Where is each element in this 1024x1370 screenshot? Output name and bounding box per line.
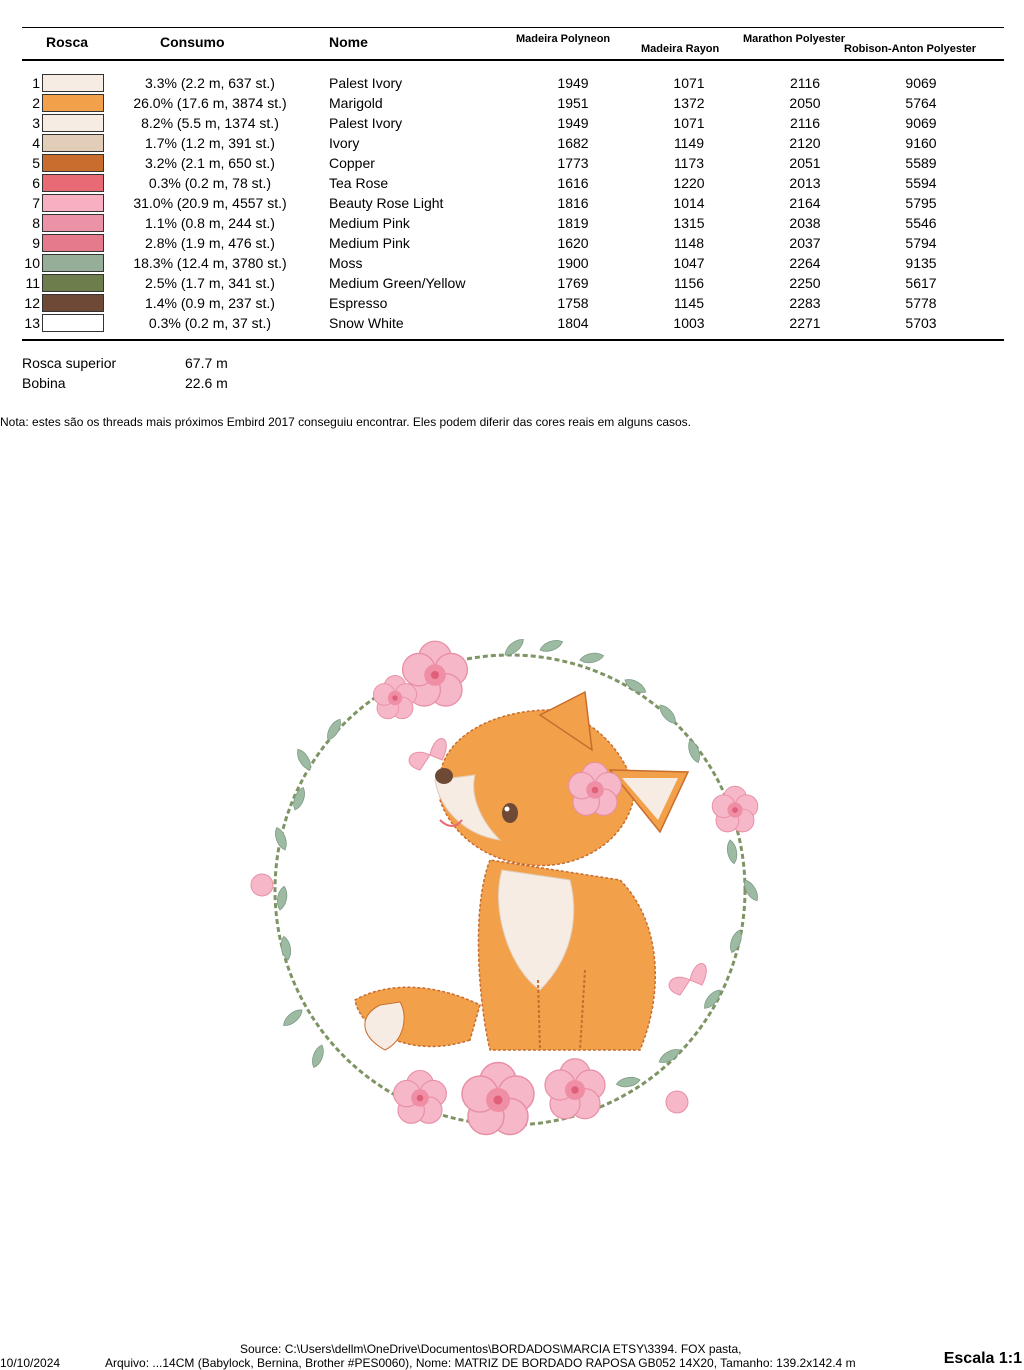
consumption: 31.0% (20.9 m, 4557 st.): [133, 195, 287, 211]
thread-name: Medium Pink: [329, 235, 410, 251]
madeira-rayon-code: 1071: [673, 75, 705, 91]
row-number: 12: [24, 295, 40, 311]
madeira-polyneon-code: 1819: [557, 215, 589, 231]
row-number: 11: [25, 275, 40, 291]
table-top-rule: [22, 27, 1004, 28]
marathon-code: 2116: [789, 75, 821, 91]
footer-date: 10/10/2024: [0, 1356, 61, 1370]
marathon-code: 2271: [789, 315, 821, 331]
color-swatch: [42, 314, 104, 332]
row-number: 5: [32, 155, 40, 171]
top-thread-value: 67.7 m: [185, 355, 228, 371]
consumption: 2.5% (1.7 m, 341 st.): [145, 275, 275, 291]
table-row: [0, 72, 1024, 92]
table-row: [0, 192, 1024, 212]
header-nome: Nome: [329, 34, 368, 50]
robison-anton-code: 5546: [905, 215, 937, 231]
madeira-polyneon-code: 1949: [557, 115, 589, 131]
row-number: 13: [24, 315, 40, 331]
thread-name: Espresso: [329, 295, 388, 311]
header-robison-anton-polyester: Robison-Anton Polyester: [844, 43, 977, 55]
table-bottom-rule: [22, 339, 1004, 341]
table-row: [0, 172, 1024, 192]
madeira-rayon-code: 1315: [673, 215, 705, 231]
marathon-code: 2013: [789, 175, 821, 191]
madeira-rayon-code: 1149: [673, 135, 705, 151]
robison-anton-code: 5764: [905, 95, 937, 111]
footer-source: Source: C:\Users\dellm\OneDrive\Documentos\BORDADOS\MARCIA ETSY\3394. FOX pasta,: [240, 1342, 742, 1356]
madeira-polyneon-code: 1949: [557, 75, 589, 91]
color-swatch: [42, 154, 104, 172]
row-number: 4: [32, 135, 40, 151]
marathon-code: 2264: [789, 255, 821, 271]
madeira-rayon-code: 1014: [673, 195, 705, 211]
madeira-polyneon-code: 1804: [557, 315, 589, 331]
thread-name: Marigold: [329, 95, 383, 111]
color-swatch: [42, 254, 104, 272]
madeira-rayon-code: 1173: [673, 155, 705, 171]
row-number: 10: [24, 255, 40, 271]
consumption: 0.3% (0.2 m, 78 st.): [148, 175, 272, 191]
color-swatch: [42, 94, 104, 112]
robison-anton-code: 9160: [905, 135, 937, 151]
row-number: 9: [32, 235, 40, 251]
top-thread-label: Rosca superior: [22, 355, 117, 371]
consumption: 1.7% (1.2 m, 391 st.): [145, 135, 275, 151]
madeira-rayon-code: 1047: [673, 255, 705, 271]
madeira-polyneon-code: 1769: [557, 275, 589, 291]
thread-name: Beauty Rose Light: [329, 195, 444, 211]
color-swatch: [42, 114, 104, 132]
robison-anton-code: 5594: [905, 175, 937, 191]
table-row: [0, 132, 1024, 152]
embroidery-design-preview: [240, 610, 780, 1170]
scale-label: Escala 1:1: [943, 1350, 1022, 1367]
header-rosca: Rosca: [46, 34, 89, 50]
robison-anton-code: 5617: [905, 275, 937, 291]
madeira-polyneon-code: 1616: [557, 175, 589, 191]
butterfly-icon: [409, 739, 446, 770]
row-number: 2: [32, 95, 40, 111]
table-header-rule: [22, 59, 1004, 61]
madeira-polyneon-code: 1900: [557, 255, 589, 271]
consumption: 0.3% (0.2 m, 37 st.): [148, 315, 272, 331]
marathon-code: 2164: [789, 195, 821, 211]
thread-name: Tea Rose: [329, 175, 389, 191]
table-row: [0, 212, 1024, 232]
row-number: 8: [32, 215, 40, 231]
marathon-code: 2050: [789, 95, 821, 111]
madeira-polyneon-code: 1773: [557, 155, 589, 171]
color-swatch: [42, 74, 104, 92]
fox-nose: [435, 768, 453, 784]
thread-name: Moss: [329, 255, 363, 271]
madeira-rayon-code: 1372: [673, 95, 705, 111]
madeira-rayon-code: 1220: [673, 175, 705, 191]
thread-name: Palest Ivory: [329, 115, 403, 131]
marathon-code: 2051: [789, 155, 821, 171]
consumption: 1.4% (0.9 m, 237 st.): [145, 295, 275, 311]
madeira-rayon-code: 1003: [673, 315, 705, 331]
madeira-rayon-code: 1145: [673, 295, 705, 311]
butterfly-icon: [669, 964, 706, 995]
thread-name: Medium Green/Yellow: [329, 275, 466, 291]
header-madeira-rayon: Madeira Rayon: [641, 43, 720, 55]
table-row: [0, 272, 1024, 292]
table-row: [0, 252, 1024, 272]
robison-anton-code: 5794: [905, 235, 937, 251]
robison-anton-code: 9135: [905, 255, 937, 271]
table-row: [0, 292, 1024, 312]
color-swatch: [42, 174, 104, 192]
robison-anton-code: 9069: [905, 115, 937, 131]
robison-anton-code: 5703: [905, 315, 937, 331]
table-row: [0, 312, 1024, 332]
marathon-code: 2038: [789, 215, 821, 231]
consumption: 3.3% (2.2 m, 637 st.): [145, 75, 275, 91]
marathon-code: 2116: [789, 115, 821, 131]
consumption: 2.8% (1.9 m, 476 st.): [145, 235, 275, 251]
robison-anton-code: 9069: [905, 75, 937, 91]
thread-name: Copper: [329, 155, 375, 171]
marathon-code: 2037: [789, 235, 821, 251]
consumption: 18.3% (12.4 m, 3780 st.): [133, 255, 287, 271]
consumption: 26.0% (17.6 m, 3874 st.): [133, 95, 287, 111]
robison-anton-code: 5778: [905, 295, 937, 311]
color-swatch: [42, 294, 104, 312]
row-number: 3: [32, 115, 40, 131]
consumption: 1.1% (0.8 m, 244 st.): [145, 215, 275, 231]
bobbin-value: 22.6 m: [185, 375, 228, 391]
madeira-polyneon-code: 1951: [557, 95, 589, 111]
header-marathon-polyester: Marathon Polyester: [743, 33, 846, 45]
header-madeira-polyneon: Madeira Polyneon: [516, 33, 611, 45]
thread-note: Nota: estes são os threads mais próximos Embird 2017 conseguiu encontrar. Eles podem diferir das cores reais em alguns casos.: [0, 415, 692, 429]
madeira-rayon-code: 1148: [673, 235, 705, 251]
thread-name: Ivory: [329, 135, 360, 151]
row-number: 1: [32, 75, 40, 91]
thread-name: Palest Ivory: [329, 75, 403, 91]
thread-name: Medium Pink: [329, 215, 410, 231]
robison-anton-code: 5589: [905, 155, 937, 171]
color-swatch: [42, 234, 104, 252]
marathon-code: 2283: [789, 295, 821, 311]
madeira-rayon-code: 1071: [673, 115, 705, 131]
row-number: 7: [32, 195, 40, 211]
madeira-rayon-code: 1156: [673, 275, 705, 291]
table-row: [0, 152, 1024, 172]
marathon-code: 2120: [789, 135, 821, 151]
madeira-polyneon-code: 1682: [557, 135, 589, 151]
color-swatch: [42, 194, 104, 212]
header-consumo: Consumo: [160, 34, 225, 50]
fox-eye: [502, 803, 518, 823]
bobbin-label: Bobina: [22, 375, 66, 391]
thread-name: Snow White: [329, 315, 404, 331]
color-swatch: [42, 214, 104, 232]
madeira-polyneon-code: 1620: [557, 235, 589, 251]
row-number: 6: [32, 175, 40, 191]
madeira-polyneon-code: 1758: [557, 295, 589, 311]
table-row: [0, 232, 1024, 252]
color-swatch: [42, 274, 104, 292]
footer-file-info: Arquivo: ...14CM (Babylock, Bernina, Brother #PES0060), Nome: MATRIZ DE BORDADO RAPOSA GB052 14X20, Tamanho: 139.2x142.4 m: [105, 1356, 856, 1370]
consumption: 8.2% (5.5 m, 1374 st.): [141, 115, 279, 131]
table-row: [0, 112, 1024, 132]
color-swatch: [42, 134, 104, 152]
robison-anton-code: 5795: [905, 195, 937, 211]
consumption: 3.2% (2.1 m, 650 st.): [145, 155, 275, 171]
madeira-polyneon-code: 1816: [557, 195, 589, 211]
marathon-code: 2250: [789, 275, 821, 291]
table-row: [0, 92, 1024, 112]
